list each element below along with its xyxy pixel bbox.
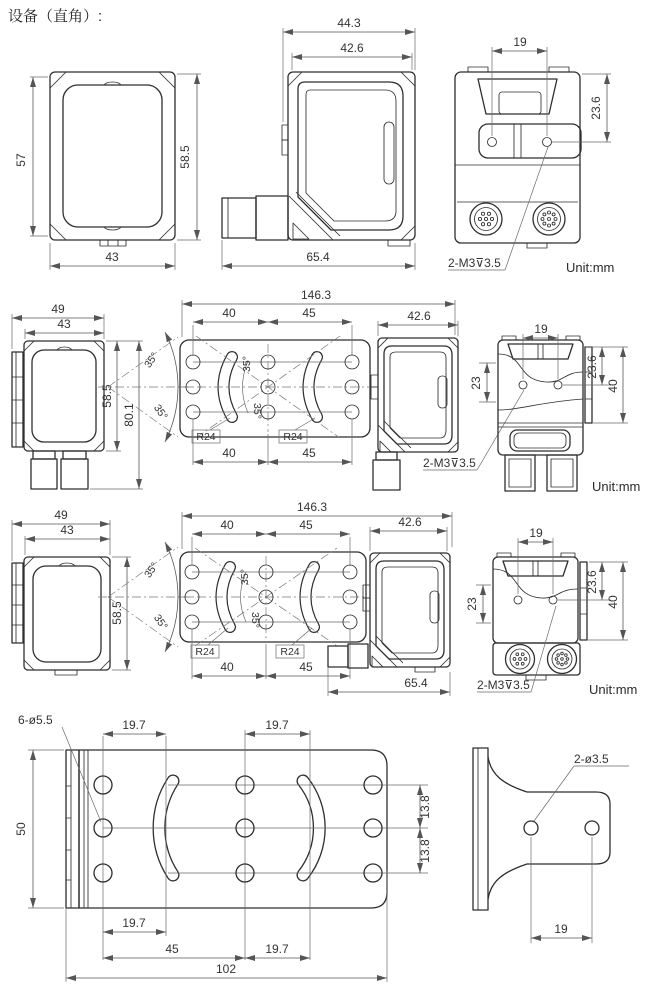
unit-label-r3: Unit:mm	[589, 682, 638, 697]
row1-front-view	[50, 72, 175, 246]
dim-plate-pitch-b3: 19.7	[265, 942, 289, 956]
dim-plate-row-pitch-2: 13.8	[418, 839, 432, 863]
dim-r3-rear-h-total: 40	[606, 595, 620, 609]
page-title: 设备（直角）:	[8, 8, 103, 25]
row3-side-dims	[328, 515, 450, 696]
thread-note-r3: 2-M3⊽3.5	[477, 678, 530, 692]
dim-plate-w-total: 102	[215, 962, 237, 976]
dim-r2-front-h-total: 80.1	[122, 403, 136, 427]
unit-label-r2: Unit:mm	[592, 479, 641, 494]
dim-r3-plate-w-total: 146.3	[296, 500, 328, 514]
dim-plate-pitch-b1: 19.7	[122, 916, 146, 930]
dim-r2-side-w-top: 42.6	[407, 309, 431, 323]
mounting-plate-view	[66, 730, 428, 982]
side-bracket-dims	[531, 752, 629, 943]
dim-bracket-pitch: 19	[554, 922, 568, 936]
dim-r2-rear-pitch: 19	[534, 322, 548, 336]
dim-r2-rear-h-total: 40	[606, 379, 620, 393]
circular-connector-right	[533, 203, 565, 235]
dim-plate-pitch-top-l: 19.7	[122, 718, 146, 732]
row2-rear-view	[498, 336, 592, 491]
row3-side-view	[328, 553, 450, 672]
dim-r3-angle-bottom: 35°	[150, 612, 170, 633]
circular-connector-right	[548, 645, 577, 674]
dim-r3-plate-pitch-l: 40	[220, 518, 234, 532]
mounting-plate-dims	[14, 713, 432, 978]
dim-r3-plate-angle-top: 35°	[239, 569, 251, 585]
circular-connector-left	[470, 203, 502, 235]
dim-plate-hole-note: 6-ø5.5	[18, 713, 53, 727]
dim-r3-angle-top: 35°	[142, 560, 162, 581]
row1-rear-view	[455, 67, 581, 248]
dim-r2-angle-top: 35°	[142, 350, 162, 371]
dim-r1-front-h-right: 58.5	[178, 145, 192, 169]
dim-r2-front-w-outer: 49	[51, 302, 65, 316]
dim-r3-side-d-bottom: 65.4	[404, 676, 428, 690]
row3-rear-dims	[465, 526, 637, 697]
row2-rear-dims	[469, 322, 640, 494]
thread-note-r2: 2-M3⊽3.5	[423, 456, 476, 470]
dim-r3-front-h-body: 58.5	[110, 601, 124, 625]
row2-side-dims	[378, 309, 524, 470]
dim-r2-plate-w-total: 146.3	[300, 288, 332, 302]
dim-r3-plate-pitch-rb: 45	[299, 660, 313, 674]
row1-side-view	[222, 72, 415, 246]
row2-front-view	[12, 341, 104, 489]
dim-r2-plate-pitch-l: 40	[222, 306, 236, 320]
dim-r2-plate-pitch-rb: 45	[302, 446, 316, 460]
dim-r2-front-w-inner: 43	[57, 317, 71, 331]
dim-r2-rear-h-right: 23.6	[585, 355, 599, 379]
dim-r1-rear-h-right: 23.6	[589, 96, 603, 120]
dim-r3-rear-pitch: 19	[529, 526, 543, 540]
thread-note-r1: 2-M3⊽3.5	[448, 256, 501, 270]
dim-r3-front-w-inner: 43	[60, 523, 74, 537]
row1-rear-dims	[448, 35, 614, 275]
unit-label-r1: Unit:mm	[566, 260, 615, 275]
dim-r2-plate-angle-bottom: 35°	[251, 403, 263, 419]
row3-bracket-plate-view	[180, 548, 366, 658]
side-bracket-view	[473, 748, 610, 910]
dim-bracket-hole-note: 2-ø3.5	[574, 752, 609, 766]
row2-bracket-plate-view	[180, 336, 370, 443]
dim-r3-plate-pitch-lb: 40	[220, 660, 234, 674]
dim-plate-pitch-b2: 45	[165, 942, 179, 956]
dim-r1-front-w-bottom: 43	[105, 250, 119, 264]
dim-r2-plate-radius-r: R24	[283, 431, 303, 443]
dim-r1-side-w-top: 44.3	[337, 16, 361, 30]
dim-r2-plate-pitch-lb: 40	[222, 446, 236, 460]
circular-connector-left	[506, 645, 535, 674]
dim-r2-plate-pitch-r: 45	[302, 306, 316, 320]
dim-plate-row-pitch-1: 13.8	[418, 795, 432, 819]
dim-r3-side-w-top: 42.6	[398, 515, 422, 529]
dim-r1-side-w-inner: 42.6	[340, 41, 364, 55]
dim-r2-front-h-body: 58.5	[100, 384, 114, 408]
dim-r3-front-w-outer: 49	[54, 508, 68, 522]
dim-r2-angle-bottom: 35°	[150, 402, 170, 423]
dim-r3-plate-radius-r: R24	[280, 646, 300, 658]
dim-r2-rear-h-left: 23	[469, 376, 483, 390]
dim-plate-pitch-top-r: 19.7	[265, 718, 289, 732]
dim-r3-rear-h-right: 23.6	[585, 570, 599, 594]
dim-r1-side-d-bottom: 65.4	[306, 250, 330, 264]
row1-side-dims	[222, 16, 415, 270]
dim-r2-plate-angle-top: 35°	[241, 356, 253, 372]
dim-r1-front-h-left: 57	[14, 153, 28, 167]
dim-r1-rear-pitch: 19	[513, 35, 527, 49]
dim-r3-plate-pitch-r: 45	[299, 518, 313, 532]
dim-r3-plate-radius-l: R24	[195, 646, 215, 658]
row3-front-view	[12, 557, 110, 675]
dim-r3-rear-h-left: 23	[465, 597, 479, 611]
dim-r2-plate-radius-l: R24	[196, 431, 216, 443]
dim-plate-h-left: 50	[14, 822, 28, 836]
row3-front-dims	[12, 508, 131, 670]
dim-r3-plate-angle-bottom: 35°	[249, 612, 261, 628]
